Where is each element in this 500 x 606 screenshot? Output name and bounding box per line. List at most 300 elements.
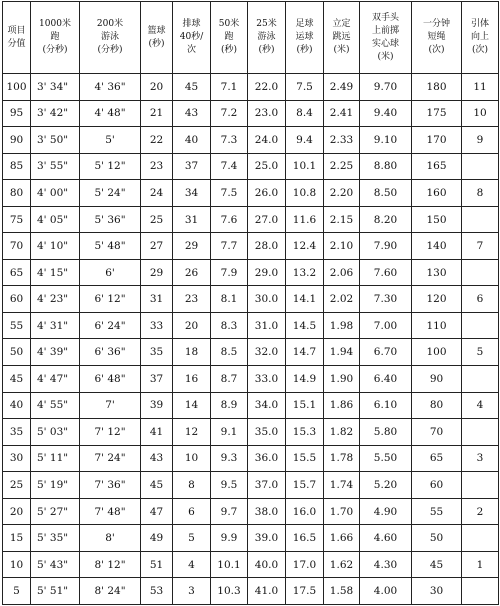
- table-cell: 175: [412, 100, 462, 127]
- table-cell: 15.7: [286, 472, 324, 499]
- table-cell: 70: [3, 233, 31, 260]
- table-cell: 7.90: [360, 233, 412, 260]
- table-cell: 20: [173, 312, 211, 339]
- header-row: [3, 2, 499, 74]
- table-cell: 22.0: [248, 74, 286, 101]
- table-cell: 4' 23": [31, 286, 80, 313]
- table-cell: 25: [3, 472, 31, 499]
- header-line: 40秒/: [179, 32, 204, 42]
- table-cell: 30: [3, 445, 31, 472]
- table-cell: 14.7: [286, 339, 324, 366]
- table-cell: 2.25: [324, 153, 360, 180]
- header-line: 游泳: [257, 32, 276, 42]
- table-cell: 18: [173, 339, 211, 366]
- table-cell: 6' 48": [80, 366, 141, 393]
- header-line: 一分钟: [422, 19, 450, 29]
- header-line: 运球: [295, 32, 314, 42]
- table-cell: 47: [141, 498, 173, 525]
- header-medicine-ball-throw: [360, 2, 412, 74]
- table-cell: 9.3: [211, 445, 248, 472]
- table-cell: 2.15: [324, 206, 360, 233]
- table-cell: 2.06: [324, 259, 360, 286]
- table-cell: 15.5: [286, 445, 324, 472]
- table-cell: 8': [80, 525, 141, 552]
- table-cell: 8.1: [211, 286, 248, 313]
- table-cell: 40: [173, 127, 211, 154]
- table-cell: 3' 50": [31, 127, 80, 154]
- table-cell: 7.5: [211, 180, 248, 207]
- table-cell: 5: [3, 578, 31, 605]
- header-line: 立定: [332, 19, 351, 29]
- table-cell: 9.40: [360, 100, 412, 127]
- header-line: 项目: [7, 25, 26, 36]
- table-cell: 170: [412, 127, 462, 154]
- table-cell: 10: [462, 100, 499, 127]
- table-cell: 4.60: [360, 525, 412, 552]
- header-line: (米): [333, 45, 350, 55]
- table-cell: 2.41: [324, 100, 360, 127]
- table-cell: 165: [412, 153, 462, 180]
- table-cell: 6' 24": [80, 312, 141, 339]
- table-cell: 16: [173, 366, 211, 393]
- table-cell: 8.7: [211, 366, 248, 393]
- table-cell: [462, 419, 499, 446]
- header-line: (次): [471, 45, 489, 55]
- table-cell: 21: [141, 100, 173, 127]
- table-cell: 8.9: [211, 392, 248, 419]
- table-row: [3, 259, 499, 286]
- table-cell: 4' 48": [80, 100, 141, 127]
- header-line: 次: [186, 45, 196, 55]
- table-cell: 6.10: [360, 392, 412, 419]
- table-cell: 9.4: [286, 127, 324, 154]
- table-cell: 4.90: [360, 498, 412, 525]
- table-cell: 8.80: [360, 153, 412, 180]
- header-line: 200米: [96, 19, 124, 29]
- table-cell: 51: [141, 551, 173, 578]
- table-cell: 9.5: [211, 472, 248, 499]
- table-cell: 2: [462, 498, 499, 525]
- table-cell: 110: [412, 312, 462, 339]
- table-cell: 40.0: [248, 551, 286, 578]
- table-row: [3, 339, 499, 366]
- table-cell: 45: [141, 472, 173, 499]
- table-row: [3, 472, 499, 499]
- table-cell: 4.00: [360, 578, 412, 605]
- table-row: [3, 392, 499, 419]
- header-line: (分秒): [42, 45, 68, 55]
- table-cell: 3' 55": [31, 153, 80, 180]
- header-line: (秒): [220, 45, 238, 55]
- table-cell: 30: [412, 578, 462, 605]
- table-cell: 35: [141, 339, 173, 366]
- table-row: [3, 551, 499, 578]
- table-cell: 5' 48": [80, 233, 141, 260]
- table-cell: 65: [412, 445, 462, 472]
- table-cell: 6: [462, 286, 499, 313]
- table-cell: 17.0: [286, 551, 324, 578]
- table-row: [3, 206, 499, 233]
- table-cell: 120: [412, 286, 462, 313]
- table-cell: 11: [462, 74, 499, 101]
- table-cell: 15: [3, 525, 31, 552]
- table-cell: 9.7: [211, 498, 248, 525]
- table-cell: 1.74: [324, 472, 360, 499]
- table-cell: 7.4: [211, 153, 248, 180]
- table-cell: 1.94: [324, 339, 360, 366]
- table-cell: 6' 12": [80, 286, 141, 313]
- table-cell: 9.1: [211, 419, 248, 446]
- table-cell: 80: [412, 392, 462, 419]
- table-cell: 37: [173, 153, 211, 180]
- table-cell: 8.5: [211, 339, 248, 366]
- header-rope-skipping: [412, 2, 462, 74]
- table-cell: 53: [141, 578, 173, 605]
- header-line: 上前掷: [371, 25, 399, 36]
- table-cell: 45: [173, 74, 211, 101]
- table-cell: 37: [141, 366, 173, 393]
- table-cell: 70: [412, 419, 462, 446]
- table-cell: 4' 39": [31, 339, 80, 366]
- table-row: [3, 419, 499, 446]
- table-cell: 2.33: [324, 127, 360, 154]
- table-cell: 7.5: [286, 74, 324, 101]
- table-cell: 5' 03": [31, 419, 80, 446]
- table-cell: 7': [80, 392, 141, 419]
- table-cell: 90: [412, 366, 462, 393]
- table-cell: 1.78: [324, 445, 360, 472]
- header-line: 跑: [50, 32, 60, 42]
- table-cell: 50: [412, 525, 462, 552]
- table-cell: 7' 36": [80, 472, 141, 499]
- table-cell: 4: [462, 392, 499, 419]
- table-cell: 7.9: [211, 259, 248, 286]
- table-cell: 3' 34": [31, 74, 80, 101]
- table-cell: 75: [3, 206, 31, 233]
- table-cell: 4' 47": [31, 366, 80, 393]
- table-cell: 9.10: [360, 127, 412, 154]
- table-cell: 43: [173, 100, 211, 127]
- header-football-dribble: [286, 2, 324, 74]
- header-run-50m: [211, 2, 248, 74]
- table-row: [3, 525, 499, 552]
- table-cell: 95: [3, 100, 31, 127]
- table-cell: 27.0: [248, 206, 286, 233]
- table-cell: 60: [412, 472, 462, 499]
- table-cell: 23: [141, 153, 173, 180]
- table-cell: 7.30: [360, 286, 412, 313]
- table-cell: 80: [3, 180, 31, 207]
- table-row: [3, 578, 499, 605]
- table-cell: 5' 24": [80, 180, 141, 207]
- table-cell: 24: [141, 180, 173, 207]
- table-cell: 31: [141, 286, 173, 313]
- table-cell: 6.70: [360, 339, 412, 366]
- table-cell: 5' 43": [31, 551, 80, 578]
- header-line: 排球: [182, 19, 201, 29]
- table-cell: 7' 12": [80, 419, 141, 446]
- header-swim-200m: [80, 2, 141, 74]
- table-cell: 4' 31": [31, 312, 80, 339]
- table-row: [3, 445, 499, 472]
- table-cell: 29: [141, 259, 173, 286]
- header-line: (秒): [258, 45, 275, 55]
- table-cell: 8.50: [360, 180, 412, 207]
- table-cell: 5' 11": [31, 445, 80, 472]
- table-cell: 1.70: [324, 498, 360, 525]
- header-line: 篮球: [147, 25, 166, 36]
- table-cell: 34: [173, 180, 211, 207]
- table-cell: 5' 51": [31, 578, 80, 605]
- table-cell: 4: [173, 551, 211, 578]
- table-cell: 6': [80, 259, 141, 286]
- header-line: (次): [428, 45, 445, 55]
- table-cell: 7' 24": [80, 445, 141, 472]
- table-row: [3, 366, 499, 393]
- table-cell: 3: [173, 578, 211, 605]
- table-cell: 14.5: [286, 312, 324, 339]
- table-cell: 16.5: [286, 525, 324, 552]
- header-line: 双手头: [371, 12, 399, 23]
- header-score: [3, 2, 31, 74]
- table-cell: 5' 35": [31, 525, 80, 552]
- table-cell: 41: [141, 419, 173, 446]
- table-cell: 6' 36": [80, 339, 141, 366]
- table-cell: [462, 259, 499, 286]
- table-cell: [462, 206, 499, 233]
- table-cell: 35: [3, 419, 31, 446]
- table-cell: 10.3: [211, 578, 248, 605]
- table-cell: 37.0: [248, 472, 286, 499]
- table-cell: 150: [412, 206, 462, 233]
- header-line: 向上: [470, 32, 489, 42]
- table-cell: 8.3: [211, 312, 248, 339]
- table-cell: 65: [3, 259, 31, 286]
- table-cell: 4' 00": [31, 180, 80, 207]
- table-cell: 1.58: [324, 578, 360, 605]
- table-cell: 34.0: [248, 392, 286, 419]
- table-cell: 7.1: [211, 74, 248, 101]
- table-cell: 180: [412, 74, 462, 101]
- table-cell: 140: [412, 233, 462, 260]
- table-cell: 49: [141, 525, 173, 552]
- table-cell: 1.62: [324, 551, 360, 578]
- table-row: [3, 100, 499, 127]
- table-cell: 17.5: [286, 578, 324, 605]
- table-cell: 1.86: [324, 392, 360, 419]
- table-row: [3, 127, 499, 154]
- table-cell: 25.0: [248, 153, 286, 180]
- table-cell: 4.30: [360, 551, 412, 578]
- table-cell: 9.70: [360, 74, 412, 101]
- table-cell: [462, 472, 499, 499]
- header-line: 跳远: [332, 32, 351, 42]
- table-cell: 5.50: [360, 445, 412, 472]
- header-line: 引体: [470, 19, 489, 29]
- header-basketball: [141, 2, 173, 74]
- table-cell: 26.0: [248, 180, 286, 207]
- table-cell: 10: [3, 551, 31, 578]
- table-cell: 12: [173, 419, 211, 446]
- table-row: [3, 180, 499, 207]
- header-line: 实心球: [371, 38, 399, 49]
- header-run-1000m: [31, 2, 80, 74]
- table-cell: 7: [462, 233, 499, 260]
- table-cell: 160: [412, 180, 462, 207]
- table-cell: 85: [3, 153, 31, 180]
- table-cell: 10.1: [286, 153, 324, 180]
- table-cell: 55: [412, 498, 462, 525]
- header-line: 足球: [295, 19, 314, 29]
- table-cell: 100: [3, 74, 31, 101]
- table-cell: 29.0: [248, 259, 286, 286]
- table-cell: 33.0: [248, 366, 286, 393]
- header-line: (分秒): [97, 45, 123, 55]
- table-cell: 16.0: [286, 498, 324, 525]
- table-row: [3, 498, 499, 525]
- table-cell: 4' 15": [31, 259, 80, 286]
- table-cell: 5' 19": [31, 472, 80, 499]
- table-cell: 15.3: [286, 419, 324, 446]
- table-cell: 60: [3, 286, 31, 313]
- table-cell: 10.8: [286, 180, 324, 207]
- header-line: (秒): [296, 45, 313, 55]
- table-cell: 28.0: [248, 233, 286, 260]
- header-volleyball: [173, 2, 211, 74]
- header-line: 短绳: [427, 32, 446, 42]
- table-cell: 29: [173, 233, 211, 260]
- table-cell: 9.9: [211, 525, 248, 552]
- table-cell: 23: [173, 286, 211, 313]
- table-cell: [462, 312, 499, 339]
- table-cell: 1.66: [324, 525, 360, 552]
- table-row: [3, 74, 499, 101]
- table-cell: 4' 36": [80, 74, 141, 101]
- header-line: 游泳: [100, 32, 119, 42]
- table-cell: 7.00: [360, 312, 412, 339]
- table-cell: 4' 05": [31, 206, 80, 233]
- header-line: 分值: [7, 38, 26, 49]
- table-cell: 5' 12": [80, 153, 141, 180]
- table-cell: 6: [173, 498, 211, 525]
- header-line: 1000米: [39, 19, 71, 29]
- table-cell: 9: [462, 127, 499, 154]
- table-cell: 7.7: [211, 233, 248, 260]
- table-cell: 55: [3, 312, 31, 339]
- table-cell: 31: [173, 206, 211, 233]
- table-cell: 130: [412, 259, 462, 286]
- table-cell: 2.10: [324, 233, 360, 260]
- table-cell: 8: [462, 180, 499, 207]
- table-cell: 7.6: [211, 206, 248, 233]
- table-cell: 22: [141, 127, 173, 154]
- table-cell: 5.80: [360, 419, 412, 446]
- table-cell: 45: [412, 551, 462, 578]
- table-row: [3, 233, 499, 260]
- table-cell: 5: [173, 525, 211, 552]
- table-cell: 13.2: [286, 259, 324, 286]
- table-cell: 12.4: [286, 233, 324, 260]
- table-cell: 39.0: [248, 525, 286, 552]
- table-cell: [462, 525, 499, 552]
- header-line: (秒): [148, 38, 165, 49]
- table-cell: 26: [173, 259, 211, 286]
- header-line: 跑: [224, 32, 234, 42]
- table-row: [3, 312, 499, 339]
- table-cell: 24.0: [248, 127, 286, 154]
- table-cell: 38.0: [248, 498, 286, 525]
- table-cell: 5' 36": [80, 206, 141, 233]
- table-row: [3, 286, 499, 313]
- table-cell: 10: [173, 445, 211, 472]
- table-cell: 36.0: [248, 445, 286, 472]
- table-cell: 8: [173, 472, 211, 499]
- table-cell: 33: [141, 312, 173, 339]
- table-cell: 20: [3, 498, 31, 525]
- table-cell: 2.49: [324, 74, 360, 101]
- header-line: 50米: [218, 19, 240, 29]
- scoring-table: [2, 1, 499, 605]
- table-cell: 100: [412, 339, 462, 366]
- table-cell: 90: [3, 127, 31, 154]
- table-cell: 5.20: [360, 472, 412, 499]
- table-cell: 11.6: [286, 206, 324, 233]
- table-cell: 40: [3, 392, 31, 419]
- table-cell: 5': [80, 127, 141, 154]
- table-cell: 1.98: [324, 312, 360, 339]
- table-cell: 2.20: [324, 180, 360, 207]
- table-cell: 3' 42": [31, 100, 80, 127]
- table-cell: 1.82: [324, 419, 360, 446]
- table-cell: 50: [3, 339, 31, 366]
- table-cell: 20: [141, 74, 173, 101]
- table-header: [3, 2, 499, 74]
- table-cell: 8.4: [286, 100, 324, 127]
- table-cell: [462, 153, 499, 180]
- header-pull-up: [462, 2, 499, 74]
- table-cell: 10.1: [211, 551, 248, 578]
- table-cell: 43: [141, 445, 173, 472]
- table-cell: 27: [141, 233, 173, 260]
- table-cell: 8.20: [360, 206, 412, 233]
- table-cell: 14: [173, 392, 211, 419]
- table-row: [3, 153, 499, 180]
- table-cell: 45: [3, 366, 31, 393]
- table-cell: 14.9: [286, 366, 324, 393]
- table-cell: 7.2: [211, 100, 248, 127]
- table-cell: 3: [462, 445, 499, 472]
- table-cell: 8' 24": [80, 578, 141, 605]
- table-cell: 41.0: [248, 578, 286, 605]
- table-cell: [462, 578, 499, 605]
- table-body: [3, 74, 499, 605]
- table-cell: 35.0: [248, 419, 286, 446]
- table-cell: 7' 48": [80, 498, 141, 525]
- table-cell: 39: [141, 392, 173, 419]
- header-line: 25米: [256, 19, 277, 29]
- table-cell: [462, 366, 499, 393]
- table-cell: 1: [462, 551, 499, 578]
- header-swim-25m: [248, 2, 286, 74]
- table-cell: 25: [141, 206, 173, 233]
- table-cell: 4' 55": [31, 392, 80, 419]
- table-cell: 23.0: [248, 100, 286, 127]
- table-cell: 32.0: [248, 339, 286, 366]
- header-line: (米): [377, 51, 394, 62]
- table-cell: 15.1: [286, 392, 324, 419]
- table-cell: 7.3: [211, 127, 248, 154]
- table-cell: 1.90: [324, 366, 360, 393]
